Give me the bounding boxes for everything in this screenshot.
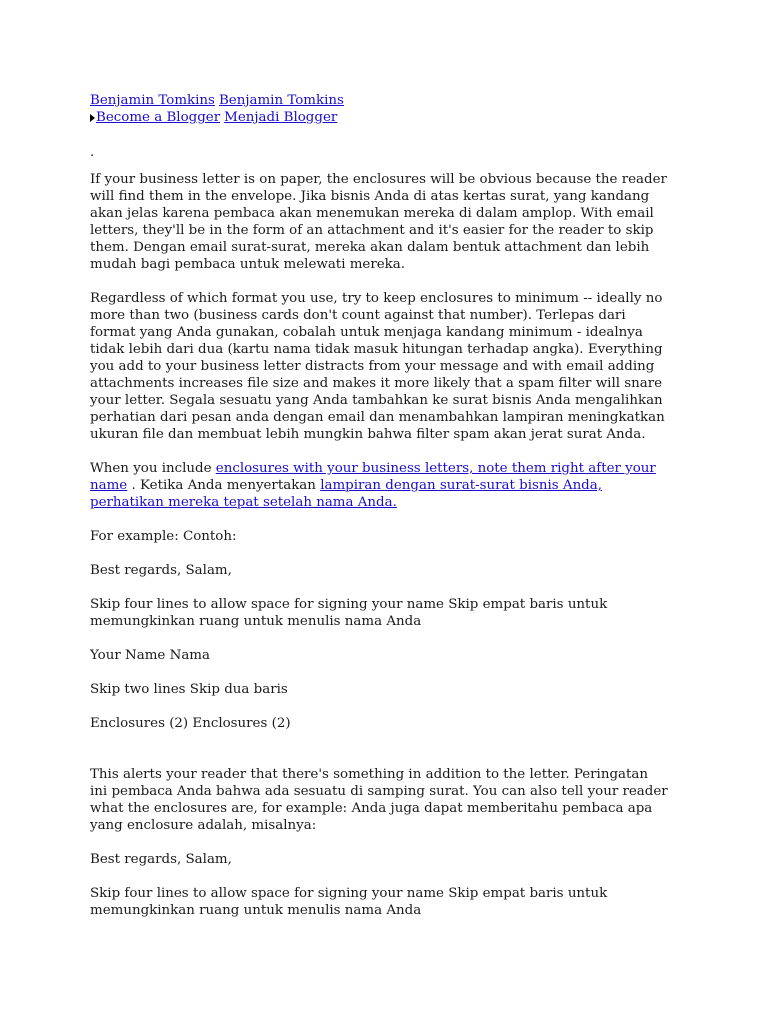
paragraph-enclosures-count: Enclosures (2) Enclosures (2): [90, 716, 291, 731]
paragraph-skip-two-lines: Skip two lines Skip dua baris: [90, 682, 288, 697]
paragraph-best-regards-2: Best regards, Salam,: [90, 852, 232, 867]
paragraph-include-enclosures: [90, 460, 668, 511]
paragraph-skip-four-lines-2: Skip four lines to allow space for signing your name Skip empat baris untuk memungkinkan ruang untuk menulis nama Anda: [90, 886, 608, 918]
paragraph-your-name: Your Name Nama: [90, 648, 210, 663]
paragraph-paper-enclosures: If your business letter is on paper, the enclosures will be obvious because the reader will find them in the envelope. Jika bisnis Anda di atas kertas surat, yang kandang akan jelas karena pembaca akan menemukan mereka di dalam amplop. With email letters, they'll be in the form of an attachment and it's easier for the reader to skip them. Dengan email surat-surat, mereka akan dalam bentuk attachment dan lebih mudah bagi pembaca untuk melewati mereka.: [90, 172, 667, 272]
blank-line: [90, 749, 668, 766]
include-text-pre: When you include: [90, 461, 216, 476]
triangle-bullet-icon: [90, 114, 95, 122]
author-link-en[interactable]: Benjamin Tomkins: [90, 93, 215, 108]
author-link-id[interactable]: Benjamin Tomkins: [218, 93, 344, 108]
author-line: [90, 92, 668, 109]
blogger-line: [90, 109, 668, 126]
enclosures-note-link[interactable]: enclosures with your business letters, note them right after your name: [90, 461, 656, 493]
paragraph-format-minimum: Regardless of which format you use, try to keep enclosures to minimum -- ideally no more than two (business cards don't count against that number). Terlepas dari format yang Anda gunakan, cobalah untuk menjaga kandang minimum - idealnya tidak lebih dari dua (kartu nama tidak masuk hitungan terhadap angka). Everything you add to your business letter distracts from your message and with email adding attachments increases file size and makes it more likely that a spam filter will snare your letter. Segala sesuatu yang Anda tambahkan ke surat bisnis Anda mengalihkan perhatian dari pesan anda dengan email dan menambahkan lampiran meningkatkan ukuran file dan membuat lebih mungkin bahwa filter spam akan jerat surat Anda.: [90, 291, 665, 442]
paragraph-for-example: For example: Contoh:: [90, 529, 237, 544]
become-blogger-link[interactable]: Become a Blogger: [96, 110, 221, 125]
lampiran-note-link[interactable]: lampiran dengan surat-surat bisnis Anda, perhatikan mereka tepat setelah nama Anda.: [90, 478, 602, 510]
paragraph-alerts-reader: This alerts your reader that there's something in addition to the letter. Peringatan ini pembaca Anda bahwa ada sesuatu di samping surat. You can also tell your reader what the enclosures are, for example: Anda juga dapat memberitahu pembaca apa yang enclosure adalah, misalnya:: [90, 767, 668, 833]
separator-dot: .: [90, 145, 95, 160]
document-body: [90, 92, 668, 936]
paragraph-best-regards: Best regards, Salam,: [90, 563, 232, 578]
paragraph-skip-four-lines: Skip four lines to allow space for signing your name Skip empat baris untuk memungkinkan ruang untuk menulis nama Anda: [90, 597, 608, 629]
menjadi-blogger-link[interactable]: Menjadi Blogger: [224, 110, 338, 125]
include-text-mid: . Ketika Anda menyertakan: [127, 478, 321, 493]
